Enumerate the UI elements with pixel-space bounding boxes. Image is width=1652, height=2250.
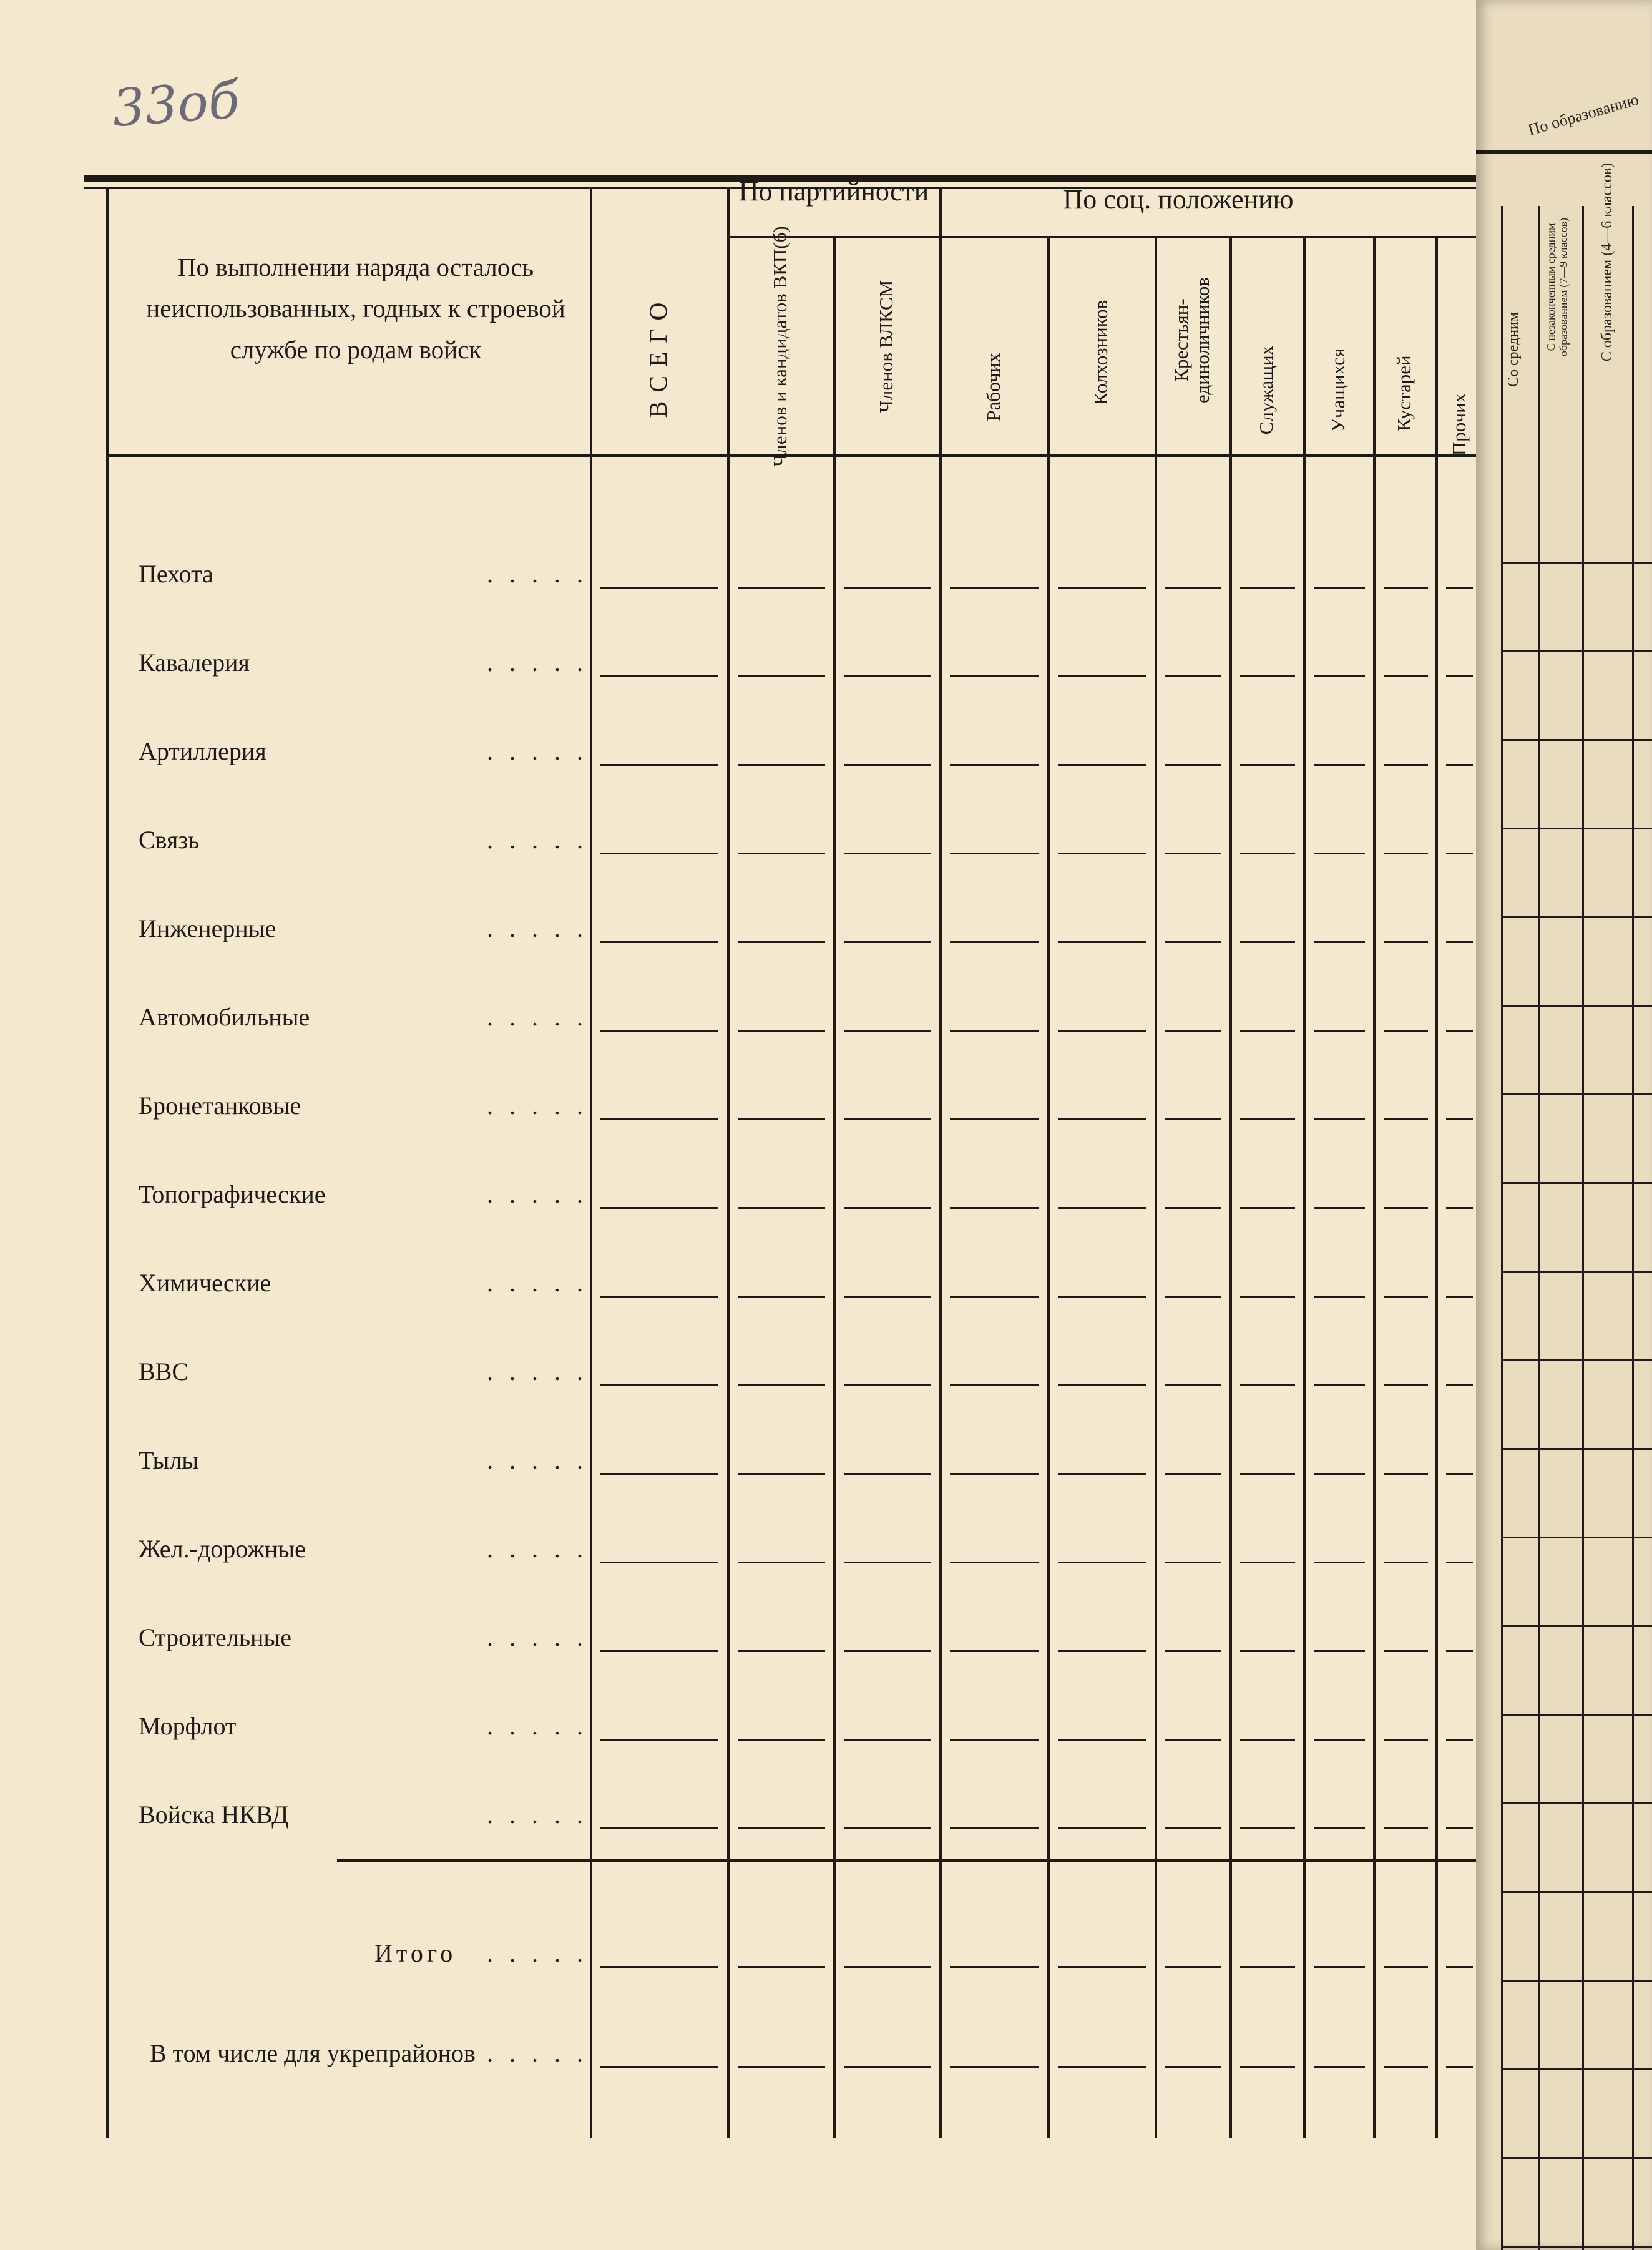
next-page-row-line xyxy=(1501,1359,1652,1361)
entry-blank xyxy=(1314,1966,1365,1968)
row-label: Топографические xyxy=(139,1180,326,1208)
entry-blank xyxy=(1384,1966,1428,1968)
entry-blank xyxy=(600,587,718,589)
entry-blank xyxy=(1165,764,1221,766)
next-page-row-line xyxy=(1501,916,1652,918)
entry-blank xyxy=(1240,2066,1295,2068)
entry-blank xyxy=(1058,1296,1146,1298)
entry-blank xyxy=(738,2066,825,2068)
entry-blank xyxy=(1384,941,1428,943)
col-divider xyxy=(1155,237,1157,2138)
entry-blank xyxy=(1446,1966,1473,1968)
row-label: Строительные xyxy=(139,1623,291,1651)
entry-blank xyxy=(1240,1739,1295,1741)
next-page-top-rule xyxy=(1476,150,1652,154)
entry-blank xyxy=(1240,1966,1295,1968)
entry-blank xyxy=(1384,1562,1428,1563)
sub-row-label: В том числе для укрепрайонов xyxy=(150,2039,476,2067)
entry-blank xyxy=(844,1739,931,1741)
entry-blank xyxy=(1165,1384,1221,1386)
entry-blank xyxy=(1446,1739,1473,1741)
entry-blank xyxy=(1240,1118,1295,1120)
entry-blank xyxy=(844,1030,931,1032)
next-page-row-line xyxy=(1501,1625,1652,1627)
leader-dots: . . . . . xyxy=(487,1357,588,1386)
next-page-row-line xyxy=(1501,2068,1652,2070)
col-divider xyxy=(1435,237,1438,2138)
entry-blank xyxy=(1314,1650,1365,1652)
entry-blank xyxy=(1165,1473,1221,1475)
entry-blank xyxy=(1314,1296,1365,1298)
entry-blank xyxy=(1240,1650,1295,1652)
entry-blank xyxy=(1240,1296,1295,1298)
header-bottom-rule xyxy=(106,454,1476,457)
entry-blank xyxy=(1165,853,1221,854)
entry-blank xyxy=(1314,1473,1365,1475)
entry-blank xyxy=(1165,941,1221,943)
row-label: Кавалерия xyxy=(139,648,250,677)
entry-blank xyxy=(1384,587,1428,589)
entry-blank xyxy=(1240,764,1295,766)
row-label: Химические xyxy=(139,1269,271,1297)
form-page: 33об По выполнении наряда осталось неиспользованных, годных к строевой службе по родам войск ВСЕГО По партийности По соц. положению Членов и кандидатов ВКП(б) Членов ВЛКСМ Рабочих Колхозников Крестьян-единоличников Служащих Учащихся Кустарей Прочих Пехота . . . . . Кавалерия . . . . . Артиллерия . . . . . Связь . . . . . Инженерные . . . . . Автомобильные . . . . . Бронетанковые . . . . . Топографические . . . . . Химические . . . . . ВВС . . . . . Тылы . . . . . Жел.-дорожные . . . . . Строительные . . . . . Морфлот . . . . . Войска НКВД . . . . . Итого . . . . . В том числе для укрепрайонов . . . . . xyxy=(0,0,1476,2250)
entry-blank xyxy=(1240,1473,1295,1475)
entry-blank xyxy=(738,587,825,589)
entry-blank xyxy=(600,1827,718,1829)
leader-dots: . . . . . xyxy=(487,560,588,588)
entry-blank xyxy=(1314,2066,1365,2068)
entry-blank xyxy=(844,1384,931,1386)
next-page-column-line xyxy=(1538,206,1540,2250)
entry-blank xyxy=(1165,1966,1221,1968)
entry-blank xyxy=(1058,1650,1146,1652)
col-divider xyxy=(1373,237,1376,2138)
next-page-row-line xyxy=(1501,1448,1652,1450)
next-page-row-line xyxy=(1501,1271,1652,1273)
entry-blank xyxy=(1314,1562,1365,1563)
party-group-title: По партийности xyxy=(738,176,929,207)
row-label: Автомобильные xyxy=(139,1003,310,1031)
entry-blank xyxy=(1165,1030,1221,1032)
entry-blank xyxy=(1058,1030,1146,1032)
entry-blank xyxy=(1058,675,1146,677)
social-group-title: По соц. положению xyxy=(1063,184,1294,215)
entry-blank xyxy=(950,853,1039,854)
entry-blank xyxy=(600,1562,718,1563)
row-label: Артиллерия xyxy=(139,737,266,765)
entry-blank xyxy=(1314,675,1365,677)
entry-blank xyxy=(844,1296,931,1298)
row-label: Инженерные xyxy=(139,914,276,942)
entry-blank xyxy=(738,764,825,766)
next-page-row-line xyxy=(1501,1005,1652,1007)
entry-blank xyxy=(738,1473,825,1475)
entry-blank xyxy=(738,1384,825,1386)
entry-blank xyxy=(738,1739,825,1741)
entry-blank xyxy=(1058,853,1146,854)
entry-blank xyxy=(1240,1384,1295,1386)
leader-dots: . . . . . xyxy=(487,826,588,854)
next-page-row-line xyxy=(1501,1891,1652,1893)
row-label: Связь xyxy=(139,826,200,854)
entry-blank xyxy=(738,1118,825,1120)
entry-blank xyxy=(1384,1650,1428,1652)
entry-blank xyxy=(1314,853,1365,854)
entry-blank xyxy=(950,941,1039,943)
entry-blank xyxy=(844,2066,931,2068)
entry-blank xyxy=(844,1473,931,1475)
col-divider xyxy=(1303,237,1306,2138)
leader-dots: . . . . . xyxy=(487,1801,588,1829)
entry-blank xyxy=(600,1739,718,1741)
entry-blank xyxy=(600,941,718,943)
entry-blank xyxy=(950,1296,1039,1298)
entry-blank xyxy=(738,675,825,677)
leader-dots: . . . . . xyxy=(487,1535,588,1563)
leader-dots: . . . . . xyxy=(487,1092,588,1120)
entry-blank xyxy=(1384,853,1428,854)
entry-blank xyxy=(738,1207,825,1209)
entry-blank xyxy=(1384,1118,1428,1120)
entry-blank xyxy=(950,1562,1039,1563)
entry-blank xyxy=(844,1207,931,1209)
entry-blank xyxy=(600,1384,718,1386)
row-label: Жел.-дорожные xyxy=(139,1535,306,1563)
entry-blank xyxy=(600,675,718,677)
col-divider xyxy=(939,187,942,2138)
entry-blank xyxy=(600,1296,718,1298)
entry-blank xyxy=(1240,1030,1295,1032)
entry-blank xyxy=(950,1207,1039,1209)
entry-blank xyxy=(600,1118,718,1120)
col-divider xyxy=(1229,237,1232,2138)
next-page-row-line xyxy=(1501,1980,1652,1982)
leader-dots: . . . . . xyxy=(487,1712,588,1740)
entry-blank xyxy=(1446,1296,1473,1298)
entry-blank xyxy=(1446,1473,1473,1475)
entry-blank xyxy=(844,1827,931,1829)
entry-blank xyxy=(1165,1650,1221,1652)
entry-blank xyxy=(844,587,931,589)
entry-blank xyxy=(600,1650,718,1652)
entry-blank xyxy=(600,853,718,854)
entry-blank xyxy=(1165,2066,1221,2068)
entry-blank xyxy=(738,853,825,854)
entry-blank xyxy=(844,1650,931,1652)
entry-blank xyxy=(1165,1562,1221,1563)
entry-blank xyxy=(1446,2066,1473,2068)
row-header-label: По выполнении наряда осталось неиспользованных, годных к строевой службе по родам войск xyxy=(146,253,565,364)
row-label: Бронетанковые xyxy=(139,1092,301,1120)
leader-dots: . . . . . xyxy=(487,914,588,942)
next-page-row-line xyxy=(1501,650,1652,652)
entry-blank xyxy=(1384,1207,1428,1209)
next-page-row-line xyxy=(1501,1802,1652,1804)
entry-blank xyxy=(950,1473,1039,1475)
entry-blank xyxy=(1446,1207,1473,1209)
entry-blank xyxy=(1446,1118,1473,1120)
entry-blank xyxy=(600,1207,718,1209)
next-page-column-line xyxy=(1582,206,1584,2250)
entry-blank xyxy=(1446,675,1473,677)
entry-blank xyxy=(1165,1118,1221,1120)
row-label: Пехота xyxy=(139,560,213,588)
entry-blank xyxy=(600,1030,718,1032)
leader-dots: . . . . . xyxy=(487,1269,588,1297)
entry-blank xyxy=(1165,1827,1221,1829)
leader-dots: . . . . . xyxy=(487,1446,588,1474)
party-group-line xyxy=(727,236,939,238)
leader-dots: . . . . . xyxy=(487,648,588,677)
entry-blank xyxy=(1314,764,1365,766)
entry-blank xyxy=(1384,1296,1428,1298)
totals-separator xyxy=(337,1859,1476,1862)
col-divider xyxy=(590,187,592,2138)
entry-blank xyxy=(1058,1827,1146,1829)
entry-blank xyxy=(1384,764,1428,766)
entry-blank xyxy=(1384,1030,1428,1032)
entry-blank xyxy=(1446,764,1473,766)
entry-blank xyxy=(738,941,825,943)
entry-blank xyxy=(950,764,1039,766)
entry-blank xyxy=(950,675,1039,677)
entry-blank xyxy=(1058,1207,1146,1209)
entry-blank xyxy=(1314,1827,1365,1829)
leader-dots: . . . . . xyxy=(487,1939,588,1967)
entry-blank xyxy=(1165,1207,1221,1209)
next-page-row-line xyxy=(1501,739,1652,741)
entry-blank xyxy=(844,1966,931,1968)
row-label: Морфлот xyxy=(139,1712,237,1740)
entry-blank xyxy=(1314,1030,1365,1032)
entry-blank xyxy=(1165,675,1221,677)
entry-blank xyxy=(600,2066,718,2068)
entry-blank xyxy=(950,1650,1039,1652)
entry-blank xyxy=(1384,1739,1428,1741)
next-page-column-line xyxy=(1632,206,1634,2250)
entry-blank xyxy=(950,2066,1039,2068)
entry-blank xyxy=(1314,1207,1365,1209)
next-page-edge: По образованию Со средним С незаконченным средним образованием (7—9 классов) С образованием (4—6 классов) xyxy=(1476,0,1652,2250)
leader-dots: . . . . . xyxy=(487,737,588,765)
entry-blank xyxy=(1240,675,1295,677)
entry-blank xyxy=(1058,764,1146,766)
entry-blank xyxy=(1058,587,1146,589)
entry-blank xyxy=(1240,853,1295,854)
col-divider xyxy=(727,187,730,2138)
col-divider xyxy=(833,237,836,2138)
entry-blank xyxy=(1058,1384,1146,1386)
entry-blank xyxy=(1165,1296,1221,1298)
entry-blank xyxy=(1446,1030,1473,1032)
next-page-row-line xyxy=(1501,1537,1652,1538)
entry-blank xyxy=(1058,1118,1146,1120)
entry-blank xyxy=(1165,1739,1221,1741)
entry-blank xyxy=(1446,1827,1473,1829)
entry-blank xyxy=(738,1966,825,1968)
entry-blank xyxy=(1446,587,1473,589)
next-page-column-line xyxy=(1501,206,1503,2250)
row-label: Тылы xyxy=(139,1446,199,1474)
entry-blank xyxy=(950,587,1039,589)
col-divider xyxy=(1047,237,1050,2138)
next-page-row-line xyxy=(1501,1714,1652,1716)
leader-dots: . . . . . xyxy=(487,1003,588,1031)
entry-blank xyxy=(1165,587,1221,589)
entry-blank xyxy=(738,1030,825,1032)
entry-blank xyxy=(950,1118,1039,1120)
entry-blank xyxy=(1314,941,1365,943)
entry-blank xyxy=(950,1030,1039,1032)
entry-blank xyxy=(1240,1827,1295,1829)
entry-blank xyxy=(844,853,931,854)
entry-blank xyxy=(1446,1562,1473,1563)
next-page-row-line xyxy=(1501,828,1652,829)
entry-blank xyxy=(844,1118,931,1120)
total-row-label: Итого xyxy=(374,1939,457,1967)
entry-blank xyxy=(1446,853,1473,854)
entry-blank xyxy=(1058,1739,1146,1741)
next-page-row-line xyxy=(1501,1182,1652,1184)
entry-blank xyxy=(1384,675,1428,677)
entry-blank xyxy=(1240,941,1295,943)
leader-dots: . . . . . xyxy=(487,1180,588,1208)
entry-blank xyxy=(1240,587,1295,589)
entry-blank xyxy=(1384,2066,1428,2068)
entry-blank xyxy=(844,941,931,943)
row-label: Войска НКВД xyxy=(139,1801,289,1829)
next-page-row-line xyxy=(1501,2157,1652,2159)
entry-blank xyxy=(1446,941,1473,943)
entry-blank xyxy=(950,1384,1039,1386)
next-page-row-line xyxy=(1501,1093,1652,1095)
entry-blank xyxy=(1446,1384,1473,1386)
entry-blank xyxy=(844,675,931,677)
entry-blank xyxy=(1446,1650,1473,1652)
entry-blank xyxy=(844,764,931,766)
entry-blank xyxy=(950,1739,1039,1741)
entry-blank xyxy=(844,1562,931,1563)
entry-blank xyxy=(1314,1739,1365,1741)
entry-blank xyxy=(950,1966,1039,1968)
leader-dots: . . . . . xyxy=(487,1623,588,1651)
entry-blank xyxy=(738,1296,825,1298)
entry-blank xyxy=(1384,1473,1428,1475)
entry-blank xyxy=(1058,941,1146,943)
entry-blank xyxy=(1058,1966,1146,1968)
next-page-row-line xyxy=(1501,2246,1652,2248)
entry-blank xyxy=(950,1827,1039,1829)
leader-dots: . . . . . xyxy=(487,2039,588,2067)
entry-blank xyxy=(1058,1562,1146,1563)
entry-blank xyxy=(1314,587,1365,589)
entry-blank xyxy=(600,1473,718,1475)
entry-blank xyxy=(1384,1384,1428,1386)
entry-blank xyxy=(1058,1473,1146,1475)
entry-blank xyxy=(738,1827,825,1829)
entry-blank xyxy=(600,1966,718,1968)
entry-blank xyxy=(738,1562,825,1563)
entry-blank xyxy=(1058,2066,1146,2068)
row-label: ВВС xyxy=(139,1357,189,1386)
page-number: 33об xyxy=(110,71,242,139)
next-page-row-line xyxy=(1501,562,1652,564)
entry-blank xyxy=(1314,1118,1365,1120)
entry-blank xyxy=(1240,1207,1295,1209)
entry-blank xyxy=(1240,1562,1295,1563)
education-group-title: По образованию xyxy=(1526,90,1641,139)
entry-blank xyxy=(738,1650,825,1652)
entry-blank xyxy=(1384,1827,1428,1829)
left-border xyxy=(106,187,109,2138)
entry-blank xyxy=(1314,1384,1365,1386)
entry-blank xyxy=(600,764,718,766)
